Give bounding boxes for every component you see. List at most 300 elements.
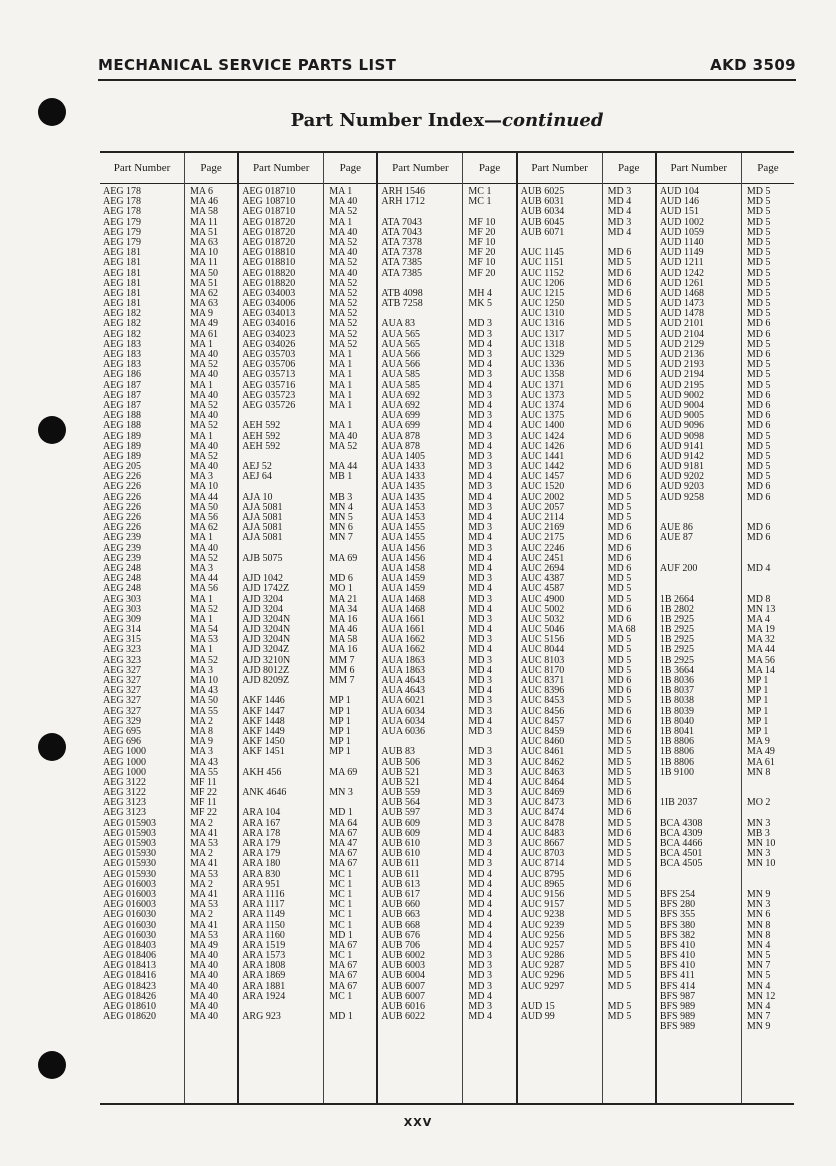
part-number-cell: AUC 2169 <box>520 523 565 534</box>
part-number-cell: AEG 018710 <box>242 187 296 197</box>
part-number-cell: AEG 226 <box>103 523 142 534</box>
page-cell: MA 40 <box>190 411 219 422</box>
part-number-cell: AUC 8469 <box>520 788 565 799</box>
page-cell: MD 5 <box>607 889 632 900</box>
page-cell: MD 5 <box>607 492 632 503</box>
part-number-cell: AUA 585 <box>381 380 421 391</box>
binder-hole <box>38 416 66 444</box>
part-number-cell: AUC 9296 <box>520 971 565 982</box>
part-number-cell: AUA 1661 <box>381 614 426 625</box>
part-number-cell: AEG 182 <box>103 329 142 340</box>
part-number-cell: AUA 1435 <box>381 482 426 493</box>
page-cell: MA 40 <box>190 543 219 554</box>
page-column <box>185 153 237 1103</box>
page-cell: MD 3 <box>468 482 493 493</box>
part-number-cell: AEG 015903 <box>103 818 157 829</box>
page-cell: MD 6 <box>746 350 771 360</box>
part-number-cell: AEG 329 <box>103 716 142 727</box>
part-number-cell: AEG 035713 <box>242 370 296 381</box>
part-number-cell: AEG 179 <box>103 227 142 238</box>
page-cell: MA 52 <box>329 319 358 330</box>
part-number-header: Part Number <box>100 153 184 184</box>
part-number-cell: ARA 167 <box>242 818 281 829</box>
part-number-cell: AEG 188 <box>103 411 142 422</box>
page-cell: MA 63 <box>190 237 219 248</box>
page-cell: MA 1 <box>329 390 353 401</box>
part-number-cell: AUC 1145 <box>520 248 564 259</box>
part-number-cell: AJD 1742Z <box>242 584 290 595</box>
page-cell: MA 62 <box>190 523 219 534</box>
part-number-cell: AEG 186 <box>103 370 142 381</box>
page-cell: MD 3 <box>468 451 493 462</box>
part-number-cell <box>657 788 741 798</box>
part-number-cell: AUC 8044 <box>520 645 565 656</box>
page-cell: MD 5 <box>746 431 771 442</box>
page-cell: MN 10 <box>746 859 776 870</box>
part-number-cell: AUC 8103 <box>520 655 565 666</box>
part-number-cell: AUA 1863 <box>381 665 426 676</box>
part-number-cell: AUC 8463 <box>520 767 565 778</box>
page-cell: MD 4 <box>468 889 493 900</box>
part-number-cell: AUA 699 <box>381 421 421 432</box>
page-cell: MA 1 <box>329 380 353 391</box>
page-cell: MD 5 <box>746 248 771 259</box>
part-number-cell: AJA 5081 <box>242 502 283 513</box>
part-number-cell: AUF 200 <box>659 563 698 574</box>
part-number-cell: AUC 1371 <box>520 380 565 391</box>
page-cell: MD 4 <box>468 777 493 788</box>
page-cell: MD 5 <box>746 441 771 452</box>
part-number-cell: BFS 987 <box>659 991 696 1002</box>
page-cell: MN 8 <box>746 930 771 941</box>
part-number-cell: AEG 018423 <box>103 981 157 992</box>
page-cell <box>324 411 376 421</box>
page-cell: MD 5 <box>746 217 771 228</box>
page-header: Page <box>463 153 515 184</box>
part-number-cell: AUC 8371 <box>520 676 565 686</box>
part-number-header: Part Number <box>657 153 741 184</box>
part-number-cell: AEG 309 <box>103 614 142 625</box>
part-number-cell: AEG 179 <box>103 217 142 228</box>
part-number-cell: AUB 611 <box>381 859 420 870</box>
page-cell: MD 5 <box>746 237 771 248</box>
part-number-cell: AUA 1435 <box>381 492 426 503</box>
part-number-cell: AUB 559 <box>381 788 421 799</box>
page-cell: MD 5 <box>607 696 632 707</box>
page-cell: MA 40 <box>190 971 219 982</box>
part-number-cell <box>239 798 323 808</box>
part-number-cell: AUA 566 <box>381 350 421 360</box>
page-cell: MA 49 <box>190 319 219 330</box>
page-cell: MD 3 <box>468 502 493 513</box>
page-cell: MA 40 <box>329 268 358 279</box>
part-number-cell <box>378 279 462 289</box>
page-cell <box>742 788 794 798</box>
part-number-cell: AUA 1468 <box>381 594 426 605</box>
page-cell <box>742 544 794 554</box>
page-cell: MD 6 <box>607 533 632 544</box>
page-cell: MA 41 <box>190 828 219 839</box>
page-cell: MA 44 <box>329 462 358 473</box>
part-number-cell: AUB 6025 <box>520 187 565 197</box>
part-number-cell: AEG 018416 <box>103 971 157 982</box>
page-cell: MA 43 <box>190 686 219 697</box>
part-number-cells <box>378 184 462 1022</box>
page-cell: MC 1 <box>468 187 492 197</box>
page-cell: MD 5 <box>607 655 632 666</box>
part-number-cell: AEG 178 <box>103 187 142 197</box>
page-cell: MA 46 <box>329 625 358 636</box>
part-number-cell: AEG 248 <box>103 584 142 595</box>
page-cell: MD 3 <box>468 411 493 422</box>
part-number-cell <box>657 778 741 788</box>
part-number-cell: AEG 018413 <box>103 961 157 972</box>
part-number-cell: AUA 692 <box>381 390 421 401</box>
part-number-column <box>239 153 324 1103</box>
page-cell: MC 1 <box>329 869 353 880</box>
page-cell: MA 2 <box>190 910 214 921</box>
page-cell: MD 6 <box>746 482 771 493</box>
part-number-cell: AEG 035723 <box>242 390 296 401</box>
part-number-column <box>657 153 742 1103</box>
page-cell: MD 4 <box>468 533 493 544</box>
part-number-cell: AUD 99 <box>520 1012 555 1023</box>
page-cell <box>324 686 376 696</box>
page-cell <box>742 503 794 513</box>
page-cell: MA 41 <box>190 859 219 870</box>
part-number-cell: AUD 9203 <box>659 482 704 493</box>
part-number-cell: AJA 5081 <box>242 533 283 544</box>
part-number-cell: AUA 566 <box>381 360 421 371</box>
part-number-cell: AEG 226 <box>103 492 142 503</box>
page-cell: MP 1 <box>329 706 351 717</box>
page-cell: MA 55 <box>190 706 219 717</box>
page-cell: MN 8 <box>746 767 771 778</box>
page-cell: MA 50 <box>190 502 219 513</box>
page-cell: MA 52 <box>329 441 358 452</box>
page-cell: MA 51 <box>190 278 219 289</box>
part-number-cell: AEG 695 <box>103 726 142 737</box>
page-cell: MC 1 <box>468 197 492 208</box>
page-cell: MD 5 <box>607 350 632 360</box>
page-cell: MF 10 <box>468 258 496 269</box>
part-number-cell: ARA 178 <box>242 828 281 839</box>
page-cell: MD 3 <box>468 971 493 982</box>
part-number-cell: AUB 521 <box>381 767 421 778</box>
part-number-cell: ARA 1519 <box>242 940 286 951</box>
part-number-cell: AEG 034003 <box>242 288 296 299</box>
page-cell: MD 3 <box>468 523 493 534</box>
page-cell: MD 5 <box>607 920 632 931</box>
page-cell: MD 6 <box>607 879 632 890</box>
page-cell: MD 4 <box>607 197 632 208</box>
part-number-cell: AJD 3204N <box>242 635 291 646</box>
page-cell: MD 4 <box>468 513 493 523</box>
part-number-cell: AUD 2194 <box>659 370 704 381</box>
part-number-cell: AJD 3204 <box>242 604 284 615</box>
page-cell: MN 8 <box>746 920 771 931</box>
page-cell <box>603 992 655 1002</box>
part-number-cell: AEG 178 <box>103 197 142 208</box>
part-number-cell: ARA 1116 <box>242 889 285 900</box>
part-number-cell: AUD 2101 <box>659 319 704 330</box>
page-cell: MD 6 <box>607 472 632 483</box>
part-number-cell: AEG 239 <box>103 553 142 564</box>
part-number-cell: AUE 86 <box>659 523 693 534</box>
index-column-pair <box>100 153 237 1103</box>
part-number-cell: AEG 035726 <box>242 400 296 411</box>
part-number-cell: AUC 8478 <box>520 818 565 829</box>
part-number-cell: ATA 7385 <box>381 268 422 279</box>
page-cell: MD 4 <box>468 920 493 931</box>
page-cell: MD 4 <box>468 421 493 432</box>
part-number-cell: AEG 205 <box>103 462 142 473</box>
page-cell: MD 5 <box>746 288 771 299</box>
page-cell: MA 9 <box>746 737 770 748</box>
part-number-header: Part Number <box>518 153 602 184</box>
part-number-cell <box>378 207 462 217</box>
part-number-cell: AUC 9239 <box>520 920 565 931</box>
page-cell: MD 6 <box>746 390 771 401</box>
part-number-cell: AUC 1336 <box>520 360 565 371</box>
page-cell: MA 58 <box>329 635 358 646</box>
part-number-cell: ARG 923 <box>242 1012 281 1023</box>
part-number-cell: AJD 1042 <box>242 574 284 585</box>
part-number-cell: AEG 182 <box>103 309 142 320</box>
part-number-cell: AUC 1151 <box>520 258 564 269</box>
page-cell: MD 4 <box>468 716 493 727</box>
page-cell: MD 3 <box>468 767 493 778</box>
part-number-cell: BCA 4308 <box>659 818 703 829</box>
page-cell: MD 4 <box>746 563 771 574</box>
part-number-cell: AEG 018820 <box>242 268 296 279</box>
part-number-cell: AJA 10 <box>242 492 273 503</box>
page-cell: MA 44 <box>190 492 219 503</box>
page-cell: MD 3 <box>468 808 493 819</box>
part-number-cell <box>378 309 462 319</box>
page-cell: MD 6 <box>607 421 632 432</box>
part-number-cell: AUC 9287 <box>520 961 565 972</box>
part-number-cell: AEG 248 <box>103 574 142 585</box>
part-number-cell: ARA 1149 <box>242 910 285 921</box>
index-column-pair <box>516 153 655 1103</box>
part-number-cell: AUA 878 <box>381 431 421 442</box>
part-number-cell: AUB 609 <box>381 828 421 839</box>
part-number-cell: AUD 9096 <box>659 421 704 432</box>
page-cell: MD 5 <box>607 513 632 523</box>
page-cell: MD 5 <box>607 1002 632 1012</box>
part-number-cell: BFS 989 <box>659 1012 696 1023</box>
page-cell: MO 2 <box>746 798 771 809</box>
page-cell: MD 5 <box>746 380 771 391</box>
part-number-cell: AUC 1373 <box>520 390 565 401</box>
part-number-cell <box>657 513 741 523</box>
part-number-cell <box>239 758 323 768</box>
page-cell: MD 6 <box>607 604 632 615</box>
page-cell: MD 5 <box>607 839 632 849</box>
page-cell: MA 2 <box>190 849 214 860</box>
part-number-cell <box>239 452 323 462</box>
part-number-cell: AUC 1441 <box>520 451 565 462</box>
part-number-cell: AEG 188 <box>103 421 142 432</box>
page-cell: MD 6 <box>607 788 632 799</box>
part-number-cell: BCA 4309 <box>659 828 703 839</box>
page-cell: MD 6 <box>607 248 632 259</box>
page-header: Page <box>603 153 655 184</box>
page-cell: MB 3 <box>746 828 770 839</box>
part-number-cell: AUC 8667 <box>520 839 565 849</box>
page-cell: MA 40 <box>190 462 219 473</box>
part-number-cell: AUC 2114 <box>520 513 564 523</box>
page-cell: MA 10 <box>190 482 219 493</box>
page-cell <box>463 279 515 289</box>
page-cell: MD 5 <box>607 329 632 340</box>
part-number-cell: AJD 3204 <box>242 594 284 605</box>
page-cell: MA 1 <box>190 339 214 350</box>
page-cell: MD 4 <box>468 625 493 636</box>
page-cell: MD 5 <box>746 339 771 350</box>
page-column <box>463 153 515 1103</box>
page-cell: MD 6 <box>746 492 771 503</box>
binder-hole <box>38 98 66 126</box>
part-number-cell: AUA 1662 <box>381 645 426 656</box>
page-cell: MA 51 <box>190 227 219 238</box>
part-number-cell: AUC 1374 <box>520 400 565 411</box>
page-cell: MD 3 <box>468 431 493 442</box>
page-cell: MA 14 <box>746 665 775 676</box>
page-cell: MF 20 <box>468 248 496 259</box>
page-cell: MN 3 <box>746 900 771 911</box>
page-cell: MA 2 <box>190 879 214 890</box>
page-cell: MD 5 <box>607 258 632 269</box>
part-number-cell: BFS 414 <box>659 981 696 992</box>
part-number-cell <box>239 778 323 788</box>
page-cell: MD 5 <box>607 981 632 992</box>
page-cell: MA 34 <box>329 604 358 615</box>
page-cell: MD 5 <box>607 849 632 860</box>
page-cell: MA 49 <box>746 747 775 758</box>
part-number-cell: AUC 8795 <box>520 869 565 880</box>
page-cell <box>463 737 515 747</box>
page-cell: MD 3 <box>468 390 493 401</box>
part-number-cell: AUC 8483 <box>520 828 565 839</box>
part-number-cell: AEG 016030 <box>103 910 157 921</box>
page-cell: MD 5 <box>746 258 771 269</box>
part-number-cell: AEG 015930 <box>103 859 157 870</box>
page-header: Page <box>324 153 376 184</box>
part-number-cell: AJA 5081 <box>242 513 283 523</box>
page-cell: MA 44 <box>190 574 219 585</box>
part-number-cell: AEG 018403 <box>103 940 157 951</box>
page-cell <box>742 778 794 788</box>
part-number-cell <box>657 554 741 564</box>
part-number-cell: ARA 830 <box>242 869 281 880</box>
page-cell: MC 1 <box>329 900 353 911</box>
page-cell: MP 1 <box>329 747 351 758</box>
part-number-cell: AUB 610 <box>381 839 421 849</box>
part-number-cell: BFS 989 <box>659 1002 696 1012</box>
page-cell: MO 1 <box>329 584 353 595</box>
part-number-cell: AUC 1426 <box>520 441 565 452</box>
page-cell: MA 53 <box>190 839 219 849</box>
part-number-cell: ATA 7043 <box>381 217 422 228</box>
page-cell: MD 3 <box>468 961 493 972</box>
page-cell: MD 8 <box>746 594 771 605</box>
page-header: Page <box>742 153 794 184</box>
part-number-cell: ARA 951 <box>242 879 281 890</box>
page-cell: MP 1 <box>746 716 769 727</box>
page-cell: MD 6 <box>607 614 632 625</box>
page-title-continued: continued <box>502 110 604 131</box>
page-cell: MN 9 <box>746 1022 771 1033</box>
part-number-cell: AEG 181 <box>103 258 142 269</box>
page-cell: MD 3 <box>468 1002 493 1012</box>
page-cell: MF 10 <box>468 237 496 248</box>
page-cell: MD 5 <box>607 737 632 748</box>
part-number-cell: BCA 4501 <box>659 849 703 860</box>
page-cell: MD 3 <box>468 859 493 870</box>
part-number-cell: AUC 8457 <box>520 716 565 727</box>
page-cell: MA 1 <box>190 431 214 442</box>
part-number-cell: AUA 1456 <box>381 543 426 554</box>
page-cell: MD 4 <box>468 879 493 890</box>
page-cell: MA 52 <box>190 360 219 371</box>
part-number-cell <box>657 574 741 584</box>
page-cell: MM 6 <box>329 665 355 676</box>
part-number-cell: AEG 018720 <box>242 237 296 248</box>
part-number-cell: AKF 1447 <box>242 706 285 717</box>
page-cell: MA 52 <box>190 400 219 411</box>
part-number-cell <box>378 737 462 747</box>
part-number-cell: AUC 8474 <box>520 808 565 819</box>
page-cell: MF 11 <box>190 777 217 788</box>
page-cell: MN 9 <box>746 889 771 900</box>
part-number-cell: AEH 592 <box>242 431 281 442</box>
page-cell: MD 3 <box>468 696 493 707</box>
page-cell: MA 41 <box>190 889 219 900</box>
page-cell: MD 5 <box>607 757 632 768</box>
part-number-cell: AUB 613 <box>381 879 421 890</box>
page-cell: MD 5 <box>607 777 632 788</box>
part-number-cell: AUB 6007 <box>381 981 426 992</box>
part-number-cell: AUA 6021 <box>381 696 426 707</box>
page-cell <box>324 778 376 788</box>
page-cell: MD 6 <box>607 523 632 534</box>
page-cell: MD 6 <box>607 553 632 564</box>
part-number-cell: AEG 015930 <box>103 869 157 880</box>
part-number-cell: BFS 410 <box>659 961 696 972</box>
page-cell: MD 4 <box>468 584 493 595</box>
page-cell: MA 1 <box>329 360 353 371</box>
page-cell: MD 3 <box>468 329 493 340</box>
page-cell: MD 6 <box>607 400 632 411</box>
page-cell: MD 6 <box>607 482 632 493</box>
part-number-cell: AUD 9002 <box>659 390 704 401</box>
page-cell: MD 5 <box>746 227 771 238</box>
page-cell: MA 6 <box>190 187 214 197</box>
part-number-cell: AUC 1329 <box>520 350 565 360</box>
page-cell: MD 5 <box>607 910 632 921</box>
page-cell: MD 3 <box>468 614 493 625</box>
page-cell: MN 10 <box>746 839 776 849</box>
index-column-pair <box>237 153 376 1103</box>
page-cell: MA 61 <box>190 329 219 340</box>
page-cell: MA 53 <box>190 869 219 880</box>
part-number-index-table <box>100 151 794 1105</box>
page-cell: MA 40 <box>190 961 219 972</box>
part-number-cell: ARA 1573 <box>242 951 286 962</box>
part-number-cell: 1B 2925 <box>659 614 694 625</box>
